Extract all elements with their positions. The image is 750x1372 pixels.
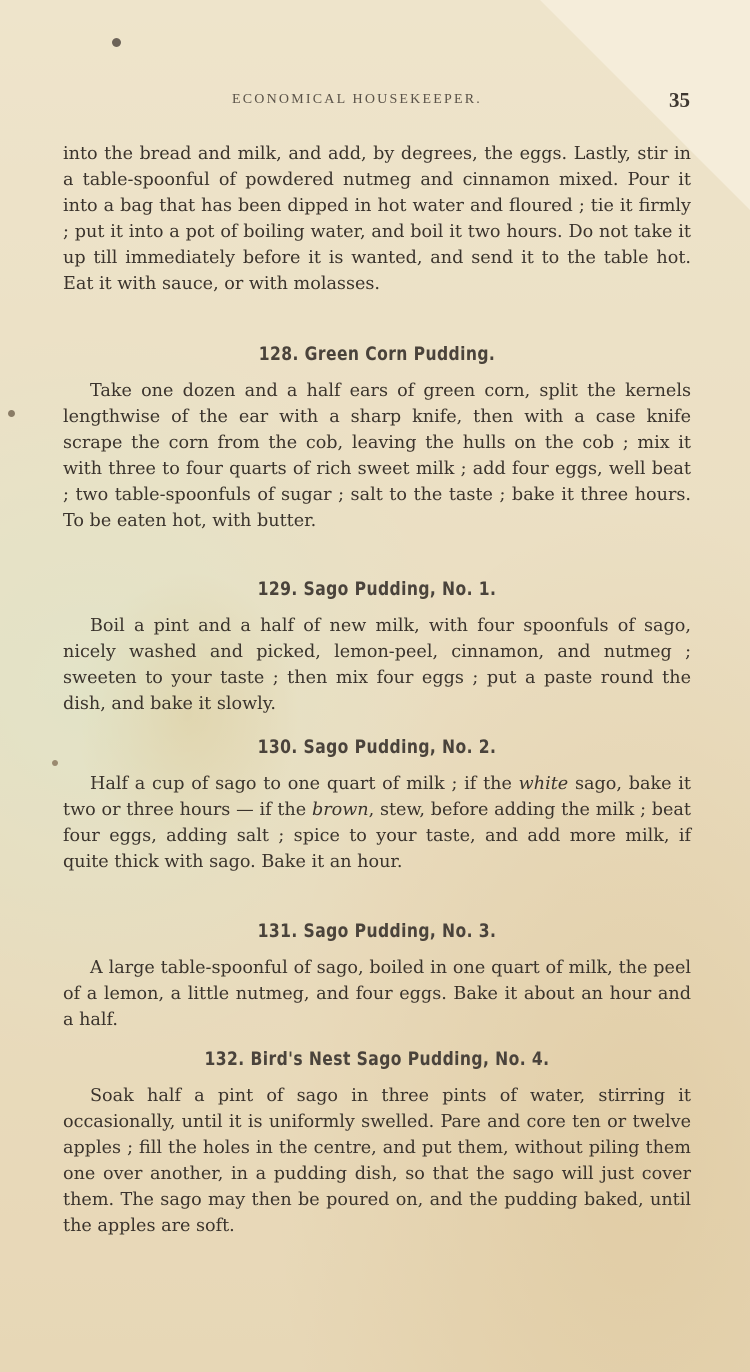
recipe-text: Soak half a pint of sago in three pints of water, stirring it occasionally, until it is uniformly swelled. Pare and core ten or twelve apples ; fill the holes in the centre, and put them, without piling them one over another, in a pudding dish, so that the sago will just cover them. The sago may then be poured on, and the pudding baked, until the apples are soft. [63, 1086, 691, 1236]
recipe-body-129 [63, 613, 691, 717]
recipe-heading-129 [120, 578, 635, 600]
recipe-text: Boil a pint and a half of new milk, with four spoonfuls of sago, nicely washed and picked, lemon-peel, cinnamon, and nutmeg ; sweeten to your taste ; then mix four eggs ; put a paste round the dish, and bake it slowly. [63, 616, 691, 714]
continuation-text: into the bread and milk, and add, by degrees, the eggs. Lastly, stir in a table-spoonful of powdered nutmeg and cinnamon mixed. Pour it into a bag that has been dipped in hot water and floured ; tie it firmly ; put it into a pot of boiling water, and boil it two hours. Do not take it up till immediately before it is wanted, and send it to the table hot. Eat it with sauce, or with molasses. [63, 144, 691, 294]
recipe-number: 129. [257, 578, 298, 600]
recipe-number: 128. [258, 343, 299, 365]
recipe-heading-132 [120, 1048, 635, 1070]
recipe-body-130 [63, 771, 691, 875]
text-run: , stew, before adding the milk ; beat four eggs, adding salt ; spice to your taste, and add more milk, if quite thick with sago. Bake it an hour. [63, 800, 691, 872]
text-run: sago, bake it two or three hours — if the [63, 774, 691, 820]
recipe-body-128 [63, 378, 691, 534]
recipe-text: Take one dozen and a half ears of green corn, split the kernels lengthwise of the ear with a sharp knife, then with a case knife scrape the corn from the cob, leaving the hulls on the cob ; mix it with three to four quarts of rich sweet milk ; add four eggs, well beat ; two table-spoonfuls of sugar ; salt to the taste ; bake it three hours. To be eaten hot, with butter. [63, 381, 691, 531]
italic-word-brown: brown [311, 800, 369, 820]
recipe-heading-128 [120, 343, 635, 365]
recipe-body-131 [63, 955, 691, 1033]
recipe-title: Green Corn Pudding. [304, 343, 496, 365]
recipe-title: Sago Pudding, No. 2. [303, 736, 497, 758]
text-run: Half a cup of sago to one quart of milk ; if the [90, 774, 519, 794]
page-number: 35 [669, 88, 690, 112]
recipe-number: 131. [257, 920, 298, 942]
recipe-heading-130 [120, 736, 635, 758]
running-head [232, 88, 690, 114]
ink-spot [8, 410, 15, 417]
italic-word-white: white [518, 774, 569, 794]
recipe-number: 132. [204, 1048, 245, 1070]
ink-spot [52, 760, 58, 766]
recipe-title: Sago Pudding, No. 1. [303, 578, 497, 600]
recipe-text [63, 771, 691, 875]
recipe-number: 130. [257, 736, 298, 758]
recipe-title: Bird's Nest Sago Pudding, No. 4. [250, 1048, 550, 1070]
recipe-title: Sago Pudding, No. 3. [303, 920, 497, 942]
recipe-text: A large table-spoonful of sago, boiled in one quart of milk, the peel of a lemon, a little nutmeg, and four eggs. Bake it about an hour and a half. [63, 958, 691, 1030]
continuation-paragraph [63, 141, 691, 297]
running-title: ECONOMICAL HOUSEKEEPER. [232, 92, 482, 107]
recipe-body-132 [63, 1083, 691, 1239]
ink-spot [112, 38, 121, 47]
recipe-heading-131 [120, 920, 635, 942]
